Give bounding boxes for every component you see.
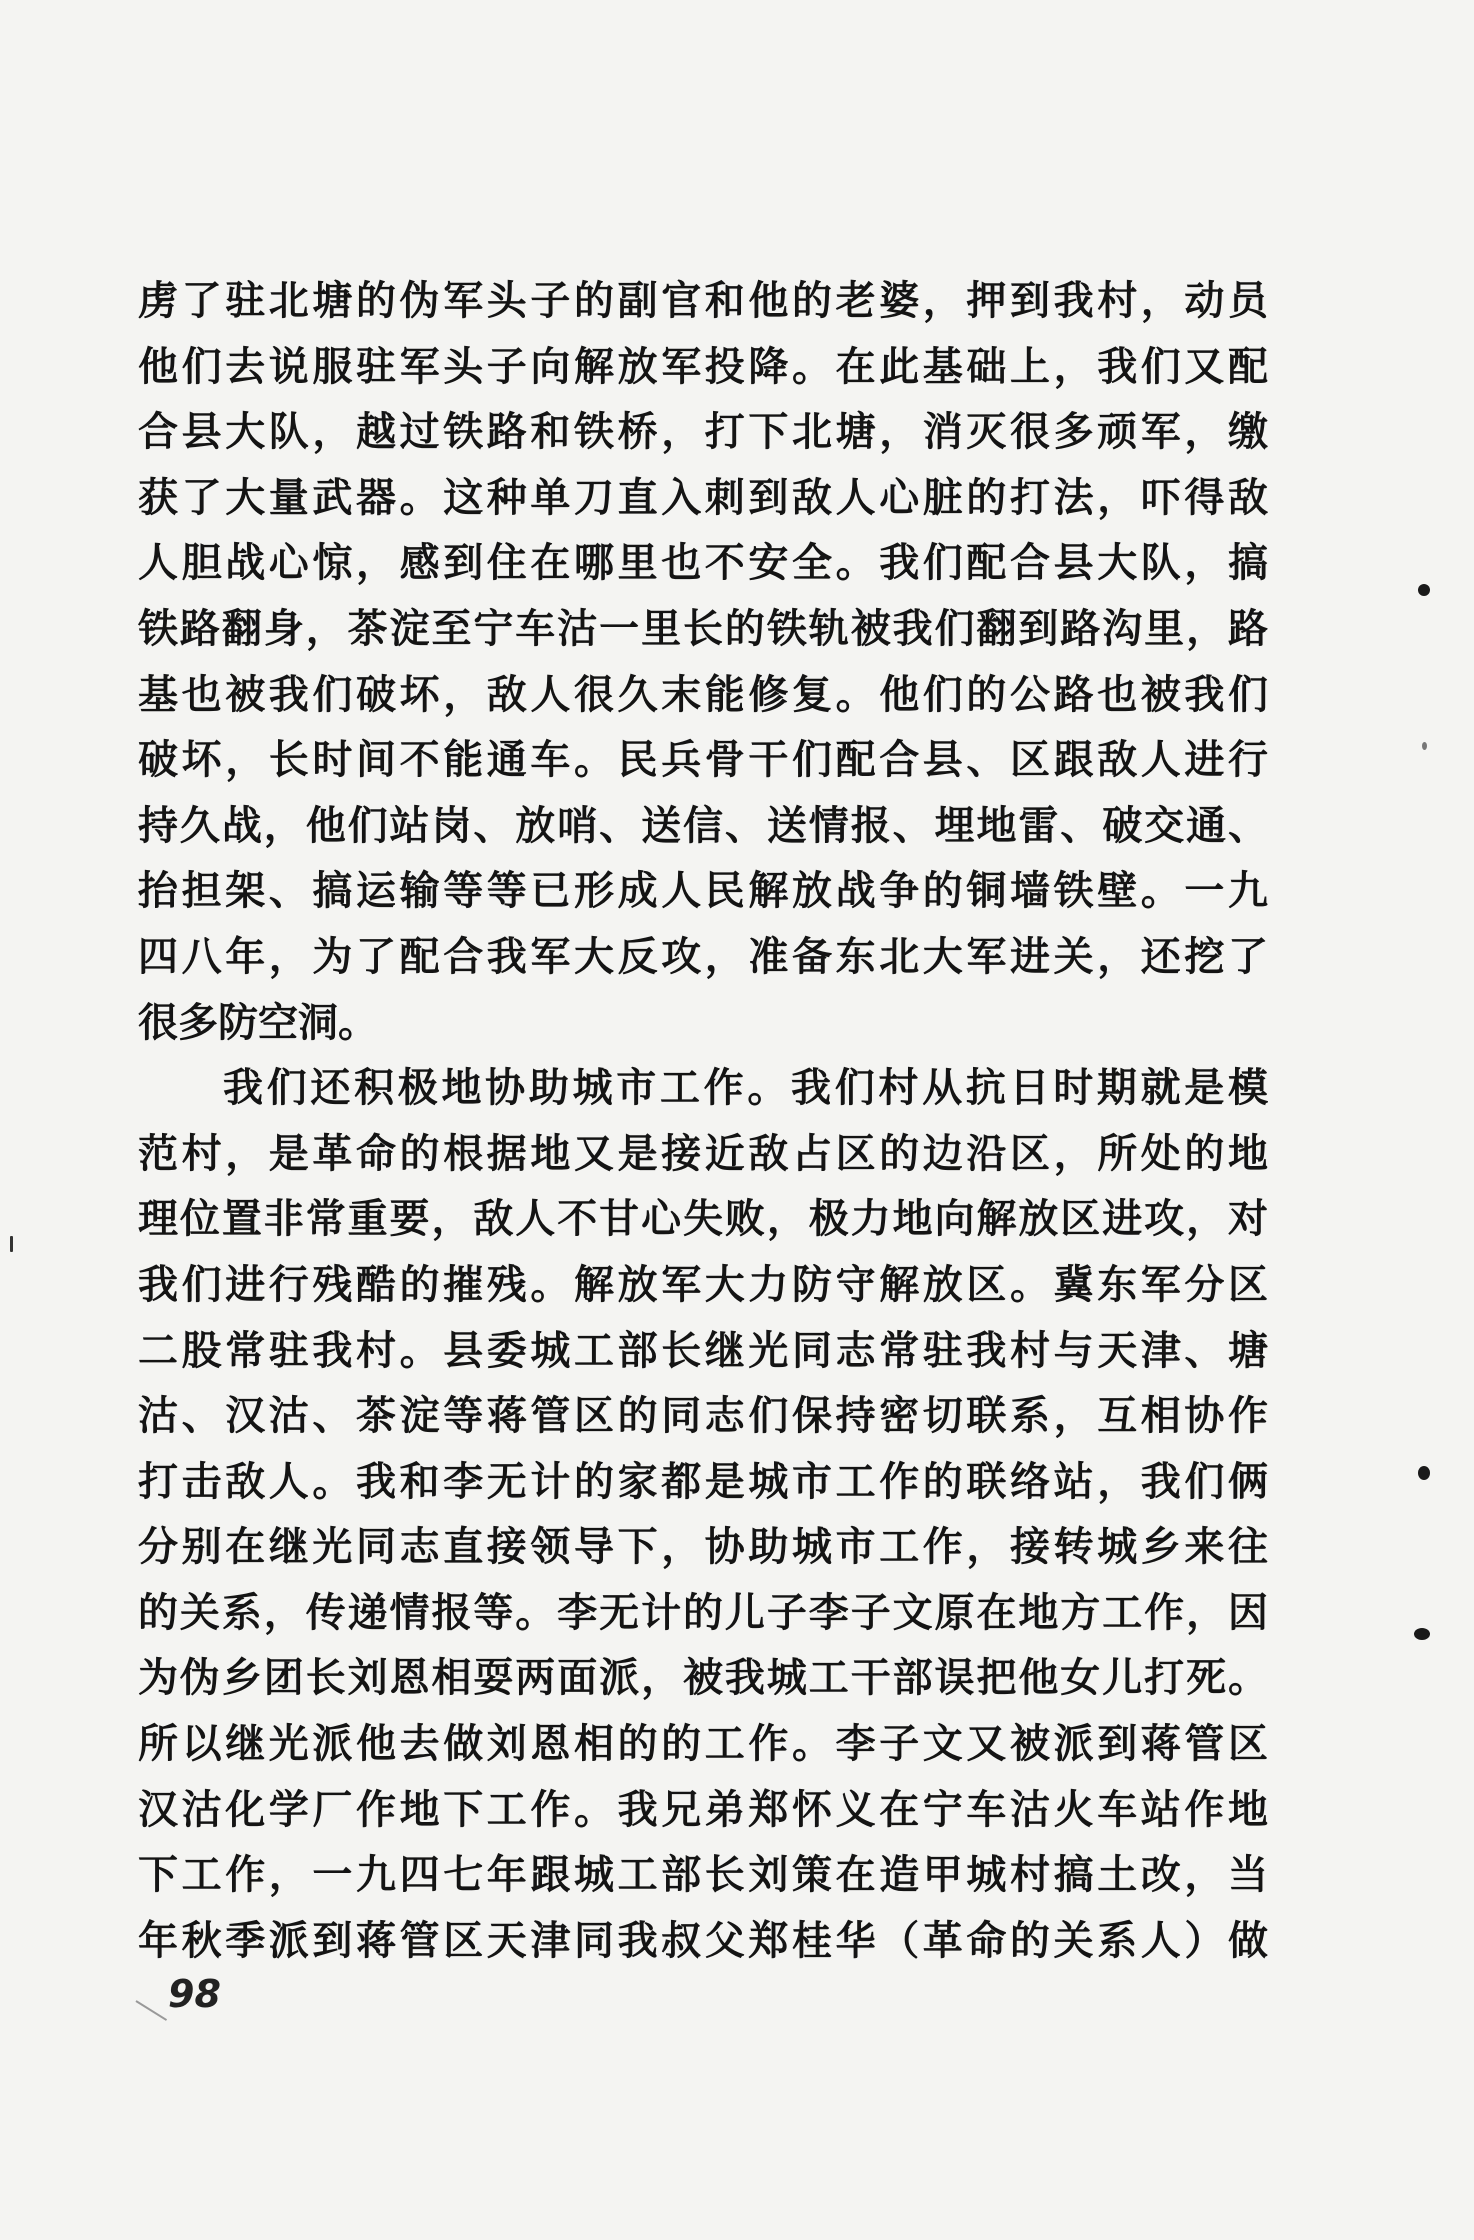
text-line: 打击敌人。我和李无计的家都是城市工作的联络站，我们俩 xyxy=(138,1457,1268,1505)
text-line: 获了大量武器。这种单刀直入刺到敌人心脏的打法，吓得敌 xyxy=(138,473,1268,521)
text-line: 二股常驻我村。县委城工部长继光同志常驻我村与天津、塘 xyxy=(138,1326,1268,1374)
text-line: 所以继光派他去做刘恩相的的工作。李子文又被派到蒋管区 xyxy=(138,1720,1268,1768)
text-line: 虏了驻北塘的伪军头子的副官和他的老婆，押到我村，动员 xyxy=(138,277,1268,324)
paragraph-2 xyxy=(138,1055,1268,1973)
page-number: 98 xyxy=(168,1972,221,2016)
ink-speck xyxy=(1422,742,1427,750)
text-line: 合县大队，越过铁路和铁桥，打下北塘，消灭很多顽军，缴 xyxy=(138,408,1268,456)
text-line: 我们进行残酷的摧残。解放军大力防守解放区。冀东军分区 xyxy=(138,1260,1268,1308)
text-line: 理位置非常重要，敌人不甘心失败，极力地向解放区进攻，对 xyxy=(138,1195,1268,1243)
text-line: 年秋季派到蒋管区天津同我叔父郑桂华（革命的关系人）做 xyxy=(138,1916,1268,1964)
ink-speck xyxy=(1414,1628,1430,1640)
text-line: 分别在继光同志直接领导下，协助城市工作，接转城乡来往 xyxy=(138,1523,1268,1571)
pencil-tick-mark xyxy=(135,2000,167,2021)
text-line: 人胆战心惊，感到住在哪里也不安全。我们配合县大队，搞 xyxy=(138,539,1268,587)
text-line: 我们还积极地协助城市工作。我们村从抗日时期就是模 xyxy=(223,1064,1268,1112)
text-line: 他们去说服驻军头子向解放军投降。在此基础上，我们又配 xyxy=(138,342,1268,390)
text-line: 汉沽化学厂作地下工作。我兄弟郑怀义在宁车沽火车站作地 xyxy=(138,1785,1268,1833)
text-line: 抬担架、搞运输等等已形成人民解放战争的铜墙铁壁。一九 xyxy=(138,867,1268,915)
text-line: 铁路翻身，茶淀至宁车沽一里长的铁轨被我们翻到路沟里，路 xyxy=(138,604,1268,652)
ink-speck xyxy=(1418,1466,1430,1480)
ink-speck xyxy=(1418,584,1430,596)
paragraph-1 xyxy=(138,268,1268,1055)
text-line: 基也被我们破坏，敌人很久末能修复。他们的公路也被我们 xyxy=(138,670,1268,718)
text-line: 持久战，他们站岗、放哨、送信、送情报、埋地雷、破交通、 xyxy=(138,801,1268,849)
ink-speck xyxy=(10,1236,13,1252)
body-text xyxy=(138,268,1268,1973)
text-line: 四八年，为了配合我军大反攻，准备东北大军进关，还挖了 xyxy=(138,932,1268,980)
text-line: 破坏，长时间不能通车。民兵骨干们配合县、区跟敌人进行 xyxy=(138,736,1268,784)
text-line: 很多防空洞。 xyxy=(138,998,378,1046)
text-line: 下工作，一九四七年跟城工部长刘策在造甲城村搞土改，当 xyxy=(138,1851,1268,1899)
text-line: 为伪乡团长刘恩相耍两面派，被我城工干部误把他女儿打死。 xyxy=(138,1654,1268,1702)
text-line: 范村，是革命的根据地又是接近敌占区的边沿区，所处的地 xyxy=(138,1129,1268,1177)
text-line: 沽、汉沽、茶淀等蒋管区的同志们保持密切联系，互相协作 xyxy=(138,1392,1268,1440)
text-line: 的关系，传递情报等。李无计的儿子李子文原在地方工作，因 xyxy=(138,1588,1268,1636)
